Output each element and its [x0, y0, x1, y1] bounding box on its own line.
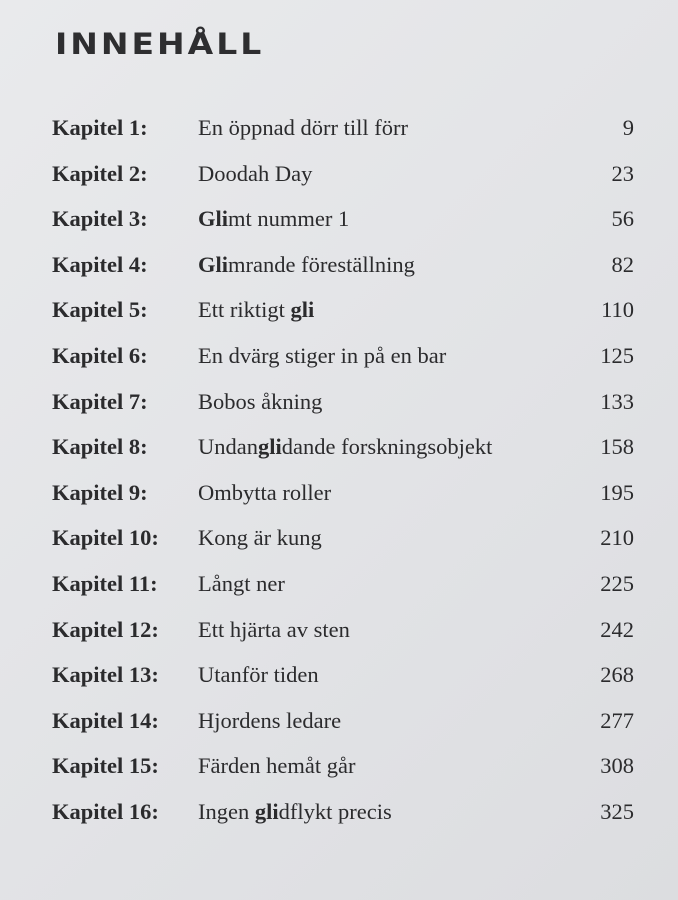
chapter-title-segment: En dvärg stiger in på en bar: [198, 342, 447, 368]
toc-row: [0, 571, 678, 617]
chapter-label: Kapitel 5:: [52, 297, 148, 323]
toc-row: [0, 434, 678, 480]
chapter-label: Kapitel 4:: [52, 251, 148, 277]
chapter-title: [198, 708, 341, 734]
chapter-label: Kapitel 13:: [52, 662, 159, 688]
chapter-page-number: 225: [600, 570, 634, 596]
chapter-title: [198, 297, 314, 323]
chapter-title-segment: Bobos åkning: [198, 388, 323, 414]
toc-row: [0, 115, 678, 161]
chapter-title-segment: mt nummer 1: [228, 206, 350, 232]
chapter-page-number: 56: [611, 206, 634, 232]
chapter-title: [198, 343, 446, 369]
chapter-title: [198, 115, 408, 141]
chapter-title: [198, 571, 285, 597]
chapter-label: Kapitel 1:: [52, 115, 148, 140]
chapter-title: [198, 389, 322, 415]
chapter-title-segment: Ingen: [198, 798, 255, 824]
chapter-label: Kapitel 11:: [52, 570, 158, 596]
toc-row: [0, 252, 678, 298]
chapter-title: [198, 662, 319, 688]
chapter-title-segment: dande forskningsobjekt: [281, 434, 493, 460]
contents-heading: INNEHÅLL: [55, 26, 265, 62]
toc-row: [0, 161, 678, 207]
toc-row: [0, 480, 678, 526]
chapter-title: [198, 161, 312, 187]
toc-row: [0, 799, 678, 845]
chapter-title-segment: Ett hjärta av sten: [198, 616, 350, 642]
chapter-title-bold-segment: Gli: [198, 251, 229, 277]
toc-row: [0, 343, 678, 389]
chapter-label: Kapitel 7:: [52, 388, 148, 414]
toc-row: [0, 617, 678, 663]
chapter-title: [198, 252, 415, 278]
chapter-label: Kapitel 6:: [52, 342, 148, 368]
chapter-title-segment: dflykt precis: [278, 798, 392, 824]
chapter-title-segment: Kong är kung: [198, 525, 322, 551]
chapter-label: Kapitel 9:: [52, 479, 148, 505]
chapter-title-segment: Ett riktigt: [198, 297, 291, 323]
chapter-title-segment: mrande föreställning: [228, 251, 415, 277]
chapter-title-segment: Långt ner: [198, 570, 285, 596]
toc-row: [0, 662, 678, 708]
table-of-contents: [0, 115, 678, 845]
chapter-title: [198, 617, 350, 643]
chapter-title: [198, 753, 355, 779]
chapter-label: Kapitel 10:: [52, 525, 159, 551]
chapter-label: Kapitel 14:: [52, 707, 159, 733]
chapter-title-segment: Utanför tiden: [198, 662, 319, 688]
chapter-page-number: 277: [600, 707, 634, 733]
toc-row: [0, 708, 678, 754]
toc-row: [0, 389, 678, 435]
chapter-page-number: 133: [600, 388, 634, 414]
chapter-title-bold-segment: gli: [258, 434, 282, 460]
toc-row: [0, 297, 678, 343]
chapter-title-bold-segment: gli: [254, 798, 279, 824]
chapter-label: Kapitel 3:: [52, 206, 148, 232]
toc-row: [0, 206, 678, 252]
chapter-page-number: 210: [600, 525, 634, 551]
chapter-page-number: 195: [600, 479, 634, 505]
chapter-title-bold-segment: Gli: [198, 206, 229, 232]
chapter-title-segment: Ombytta roller: [198, 479, 332, 505]
chapter-page-number: 308: [600, 753, 634, 779]
chapter-page-number: 158: [600, 434, 634, 460]
chapter-page-number: 23: [611, 160, 634, 186]
chapter-title-segment: Undan: [198, 434, 258, 460]
chapter-label: Kapitel 2:: [52, 160, 148, 186]
chapter-label: Kapitel 8:: [52, 434, 148, 460]
chapter-title: [198, 434, 492, 460]
chapter-title: [198, 206, 349, 232]
chapter-title-segment: Doodah Day: [198, 160, 313, 186]
chapter-page-number: 325: [600, 798, 634, 824]
chapter-title-segment: Färden hemåt går: [198, 753, 356, 779]
chapter-title: [198, 480, 331, 506]
chapter-label: Kapitel 16:: [52, 798, 159, 824]
chapter-title-segment: Hjordens ledare: [198, 707, 342, 733]
chapter-page-number: 242: [600, 616, 634, 642]
toc-row: [0, 753, 678, 799]
chapter-page-number: 125: [600, 342, 634, 368]
chapter-title: [198, 799, 392, 825]
chapter-page-number: 268: [600, 662, 634, 688]
chapter-label: Kapitel 12:: [52, 616, 159, 642]
chapter-label: Kapitel 15:: [52, 753, 159, 779]
chapter-page-number: 82: [611, 251, 634, 277]
toc-row: [0, 525, 678, 571]
chapter-page-number: 9: [622, 115, 634, 140]
chapter-title-bold-segment: gli: [290, 297, 315, 323]
chapter-title: [198, 525, 322, 551]
chapter-title-segment: En öppnad dörr till förr: [198, 115, 408, 140]
chapter-page-number: 110: [601, 297, 634, 323]
